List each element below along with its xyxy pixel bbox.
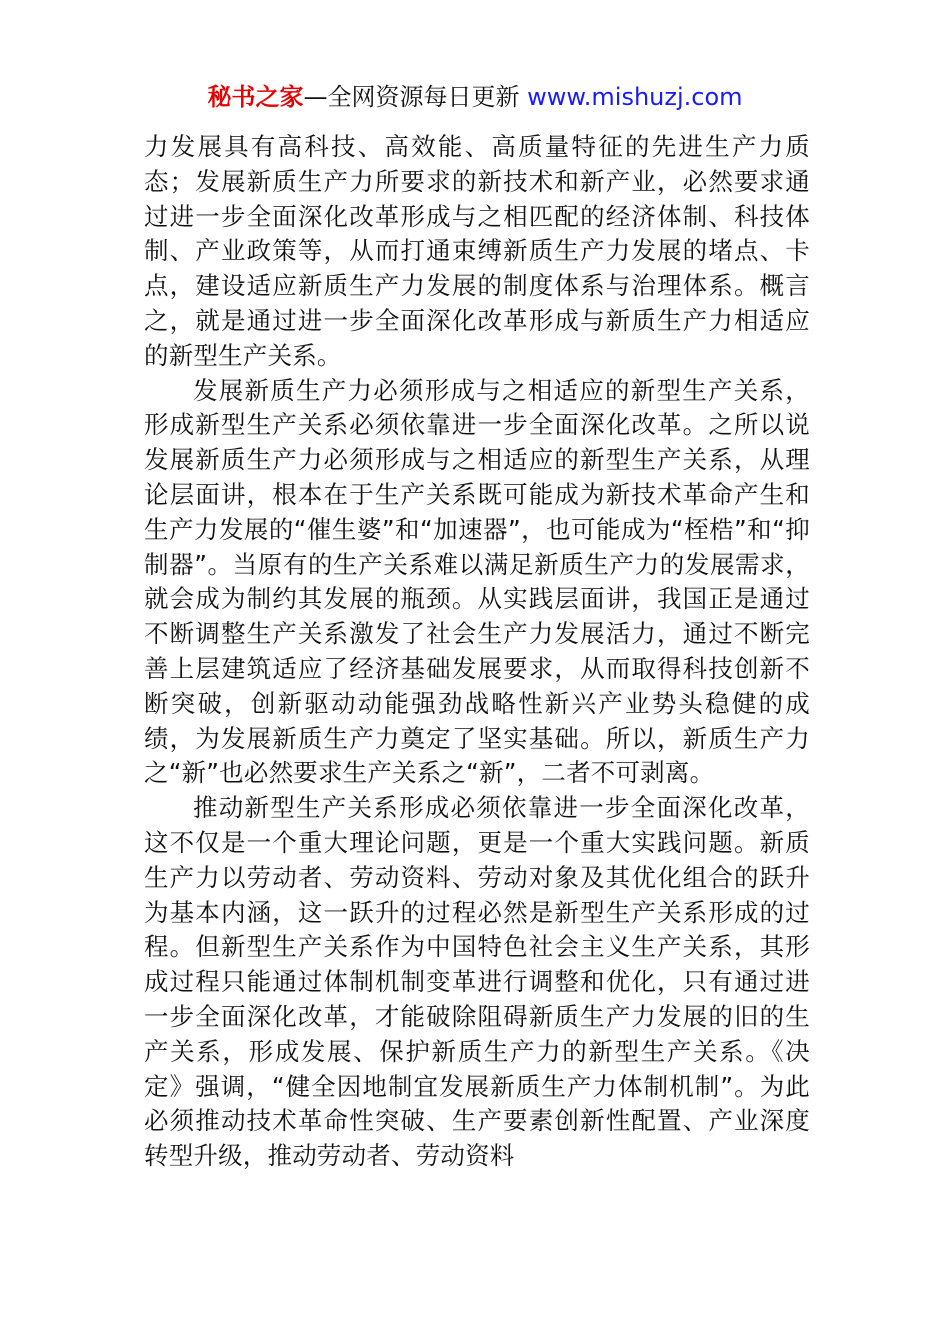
paragraph-1: 力发展具有高科技、高效能、高质量特征的先进生产力质态；发展新质生产力所要求的新技术和新产业，必然要求通过进一步全面深化改革形成与之相匹配的经济体制、科技体制、产业政策等，从而打通束缚新质生产力发展的堵点、卡点，建设适应新质生产力发展的制度体系与治理体系。概言之，就是通过进一步全面深化改革形成与新质生产力相适应的新型生产关系。 xyxy=(144,132,810,370)
site-tagline: —全网资源每日更新 xyxy=(303,83,528,111)
page-header xyxy=(0,80,950,114)
paragraph-2: 发展新质生产力必须形成与之相适应的新型生产关系，形成新型生产关系必须依靠进一步全面深化改革。之所以说发展新质生产力必须形成与之相适应的新型生产关系，从理论层面讲，根本在于生产关系既可能成为新技术革命产生和生产力发展的“催生婆”和“加速器”，也可能成为“桎梏”和“抑制器”。当原有的生产关系难以满足新质生产力的发展需求，就会成为制约其发展的瓶颈。从实践层面讲，我国正是通过不断调整生产关系激发了社会生产力发展活力，通过不断完善上层建筑适应了经济基础发展要求，从而取得科技创新不断突破，创新驱动动能强劲战略性新兴产业势头稳健的成绩，为发展新质生产力奠定了坚实基础。所以，新质生产力之“新”也必然要求生产关系之“新”，二者不可剥离。 xyxy=(144,375,810,788)
paragraph-3: 推动新型生产关系形成必须依靠进一步全面深化改革，这不仅是一个重大理论问题，更是一个重大实践问题。新质生产力以劳动者、劳动资料、劳动对象及其优化组合的跃升为基本内涵，这一跃升的过程必然是新型生产关系形成的过程。但新型生产关系作为中国特色社会主义生产关系，其形成过程只能通过体制机制变革进行调整和优化，只有通过进一步全面深化改革，才能破除阻碍新质生产力发展的旧的生产关系，形成发展、保护新质生产力的新型生产关系。《决定》强调，“健全因地制宜发展新质生产力体制机制”。为此必须推动技术革命性突破、生产要素创新性配置、产业深度转型升级，推动劳动者、劳动资料 xyxy=(144,793,810,1171)
site-brand: 秘书之家 xyxy=(207,83,304,111)
document-body xyxy=(144,130,810,1174)
site-url-link[interactable]: www.mishuzj.com xyxy=(527,83,743,111)
